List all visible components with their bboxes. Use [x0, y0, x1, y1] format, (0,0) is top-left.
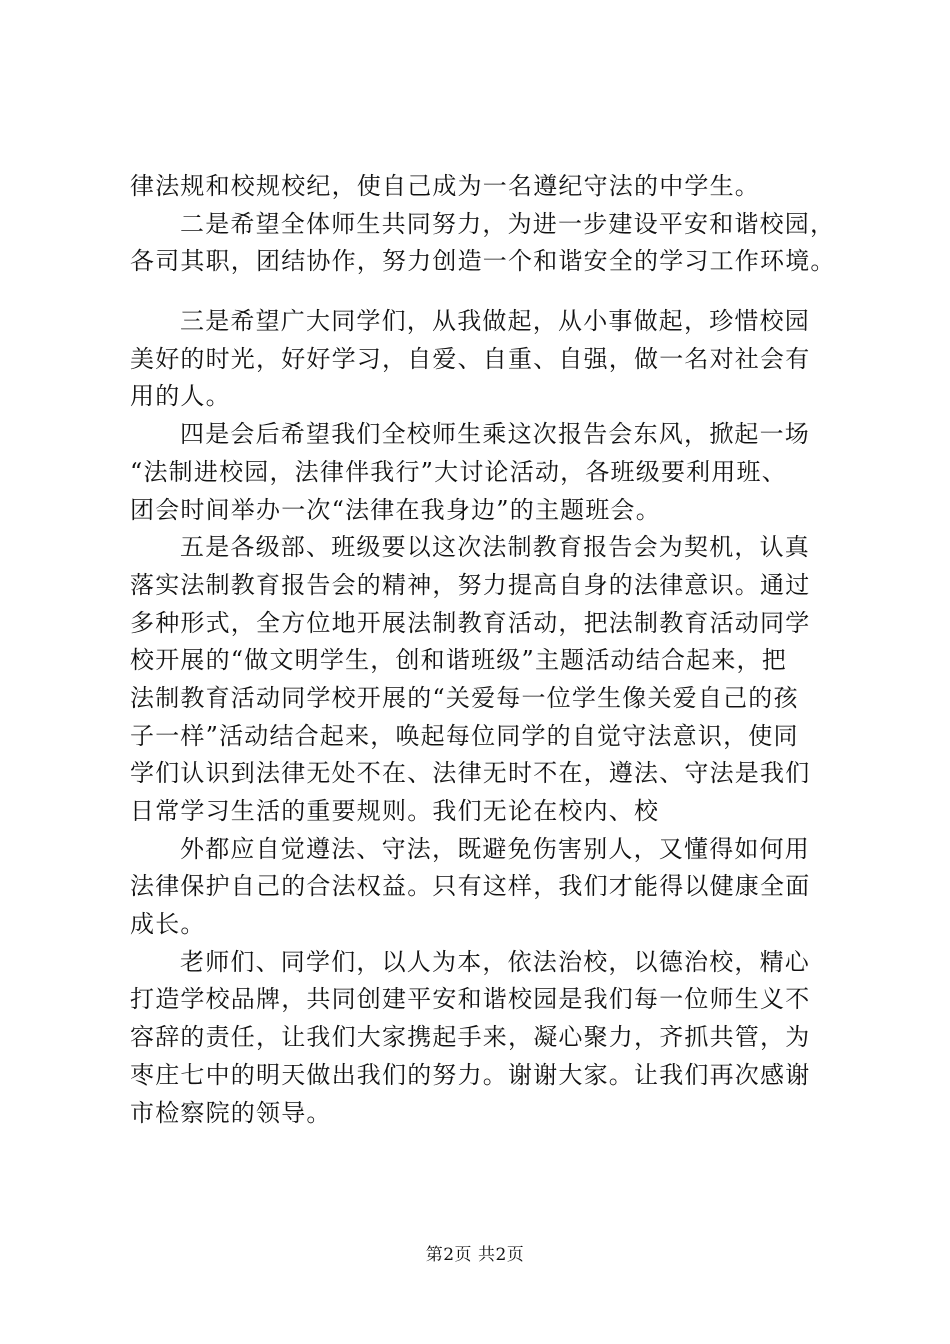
text-line: 学们认识到法律无处不在、法律无时不在，遵法、守法是我们	[130, 759, 811, 788]
text-line: 多种形式，全方位地开展法制教育活动，把法制教育活动同学	[130, 608, 811, 637]
text-line: 成长。	[130, 910, 206, 939]
text-line: 团会时间举办一次“法律在我身边”的主题班会。	[130, 495, 661, 524]
text-line: 容辞的责任，让我们大家携起手来，凝心聚力，齐抓共管，为	[130, 1023, 811, 1052]
paragraph-gap	[130, 281, 850, 303]
text-line: 法律保护自己的合法权益。只有这样，我们才能得以健康全面	[130, 872, 811, 901]
paragraph-start-line: 三是希望广大同学们，从我做起，从小事做起，珍惜校园	[180, 307, 810, 336]
paragraph-start-line: 老师们、同学们，以人为本，依法治校，以德治校，精心	[180, 947, 810, 976]
paragraph-start-line: 外都应自觉遵法、守法，既避免伤害别人，又懂得如何用	[180, 834, 810, 863]
paragraph-start-line: 四是会后希望我们全校师生乘这次报告会东风，掀起一场	[180, 420, 810, 449]
document-body	[130, 168, 850, 1132]
text-line: 打造学校品牌，共同创建平安和谐校园是我们每一位师生义不	[130, 985, 811, 1014]
text-line: 校开展的“做文明学生，创和谐班级”主题活动结合起来，把	[130, 646, 787, 675]
page-number-footer: 第2页 共2页	[425, 1245, 525, 1265]
text-line: 落实法制教育报告会的精神，努力提高自身的法律意识。通过	[130, 570, 811, 599]
paragraph-start-line: 五是各级部、班级要以这次法制教育报告会为契机，认真	[180, 533, 810, 562]
text-line: 日常学习生活的重要规则。我们无论在校内、校	[130, 797, 660, 825]
text-line: 枣庄七中的明天做出我们的努力。谢谢大家。让我们再次感谢	[130, 1060, 811, 1089]
text-line: 法制教育活动同学校开展的“关爱每一位学生像关爱自己的孩	[130, 683, 799, 712]
text-line: 律法规和校规校纪，使自己成为一名遵纪守法的中学生。	[130, 172, 760, 200]
text-line: 各司其职，团结协作，努力创造一个和谐安全的学习工作环境。	[130, 247, 836, 276]
paragraph-start-line: 二是希望全体师生共同努力，为进一步建设平安和谐校园，	[180, 209, 836, 238]
text-line: 美好的时光，好好学习，自爱、自重、自强，做一名对社会有	[130, 344, 811, 373]
text-line: 市检察院的领导。	[130, 1098, 332, 1127]
text-line: 用的人。	[130, 382, 231, 411]
text-line: 子一样”活动结合起来，唤起每位同学的自觉守法意识，使同	[130, 721, 799, 750]
text-line: “法制进校园，法律伴我行”大讨论活动，各班级要利用班、	[130, 457, 787, 486]
